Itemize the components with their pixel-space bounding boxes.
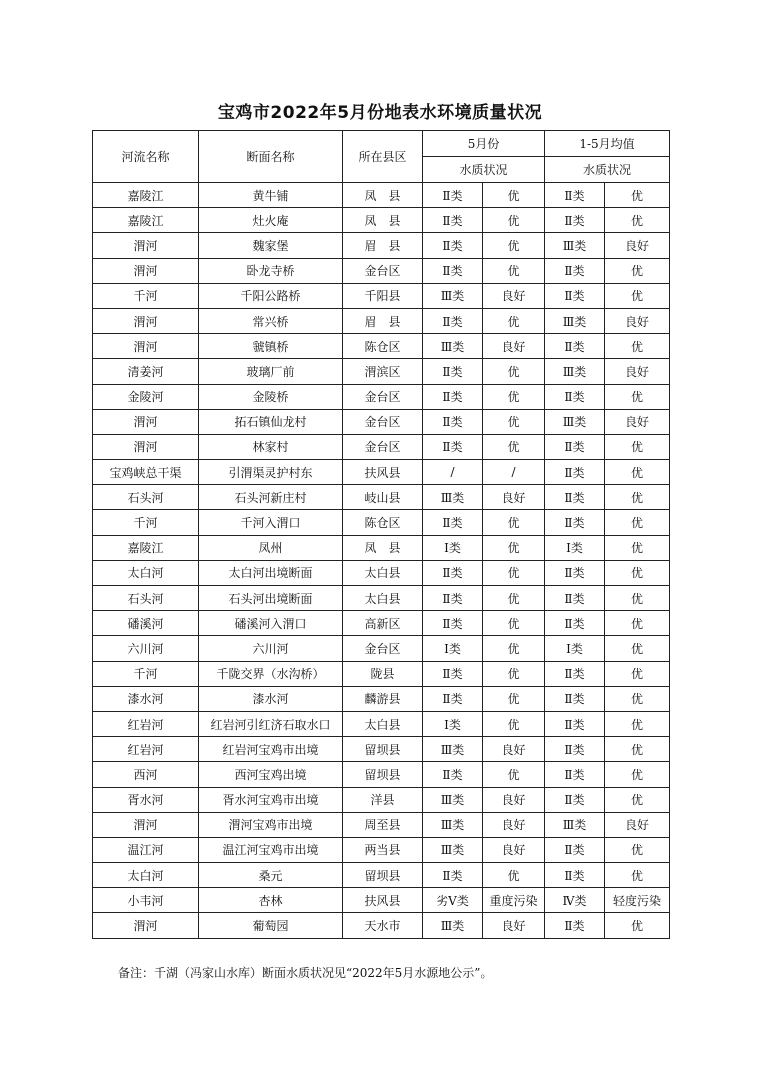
table-row	[93, 434, 670, 459]
cell-average-status: 优	[605, 208, 670, 233]
cell-section-name: 凤州	[199, 535, 343, 560]
cell-county: 金台区	[343, 409, 423, 434]
cell-county: 太白县	[343, 586, 423, 611]
cell-average-status: 优	[605, 334, 670, 359]
cell-average-status: 优	[605, 560, 670, 585]
cell-county: 眉 县	[343, 308, 423, 333]
cell-section-name: 太白河出境断面	[199, 560, 343, 585]
table-row	[93, 686, 670, 711]
cell-section-name: 玻璃厂前	[199, 359, 343, 384]
cell-county: 渭滨区	[343, 359, 423, 384]
cell-section-name: 磻溪河入渭口	[199, 611, 343, 636]
cell-may-class: Ⅲ类	[423, 334, 483, 359]
footnote: 备注：千湖（冯家山水库）断面水质状况见“2022年5月水源地公示”。	[118, 966, 493, 980]
cell-average-status: 良好	[605, 812, 670, 837]
cell-county: 洋县	[343, 787, 423, 812]
cell-may-status: 优	[483, 510, 545, 535]
cell-county: 凤 县	[343, 535, 423, 560]
table-row	[93, 586, 670, 611]
cell-section-name: 虢镇桥	[199, 334, 343, 359]
cell-average-status: 良好	[605, 308, 670, 333]
cell-river-name: 磻溪河	[93, 611, 199, 636]
table-row	[93, 510, 670, 535]
cell-may-class: Ⅱ类	[423, 409, 483, 434]
cell-river-name: 胥水河	[93, 787, 199, 812]
cell-section-name: 胥水河宝鸡市出境	[199, 787, 343, 812]
cell-average-class: Ⅳ类	[545, 888, 605, 913]
table-row	[93, 409, 670, 434]
cell-may-class: 劣Ⅴ类	[423, 888, 483, 913]
cell-may-status: 优	[483, 661, 545, 686]
cell-average-class: Ⅲ类	[545, 409, 605, 434]
cell-section-name: 桑元	[199, 863, 343, 888]
table-row	[93, 888, 670, 913]
cell-county: 留坝县	[343, 762, 423, 787]
cell-may-status: 良好	[483, 812, 545, 837]
cell-river-name: 渭河	[93, 334, 199, 359]
cell-average-class: Ⅱ类	[545, 863, 605, 888]
cell-county: 凤 县	[343, 183, 423, 208]
cell-may-status: /	[483, 460, 545, 485]
cell-river-name: 太白河	[93, 863, 199, 888]
cell-county: 陈仓区	[343, 334, 423, 359]
cell-river-name: 金陵河	[93, 384, 199, 409]
cell-average-status: 优	[605, 737, 670, 762]
cell-may-status: 优	[483, 636, 545, 661]
cell-average-status: 良好	[605, 409, 670, 434]
cell-section-name: 杏林	[199, 888, 343, 913]
table-body	[93, 183, 670, 939]
water-quality-table	[92, 130, 670, 939]
cell-section-name: 千陇交界（水沟桥）	[199, 661, 343, 686]
cell-may-status: 良好	[483, 485, 545, 510]
cell-average-class: Ⅱ类	[545, 334, 605, 359]
cell-average-class: Ⅱ类	[545, 208, 605, 233]
cell-county: 陇县	[343, 661, 423, 686]
cell-average-status: 优	[605, 913, 670, 938]
cell-river-name: 小韦河	[93, 888, 199, 913]
cell-may-class: Ⅱ类	[423, 359, 483, 384]
cell-section-name: 漆水河	[199, 686, 343, 711]
cell-section-name: 林家村	[199, 434, 343, 459]
table-row	[93, 384, 670, 409]
cell-may-class: Ⅱ类	[423, 560, 483, 585]
cell-river-name: 西河	[93, 762, 199, 787]
cell-river-name: 渭河	[93, 409, 199, 434]
cell-river-name: 渭河	[93, 308, 199, 333]
cell-river-name: 千河	[93, 283, 199, 308]
cell-average-class: Ⅲ类	[545, 233, 605, 258]
cell-may-status: 优	[483, 711, 545, 736]
cell-may-status: 良好	[483, 913, 545, 938]
cell-may-status: 优	[483, 535, 545, 560]
cell-average-class: Ⅲ类	[545, 359, 605, 384]
table-row	[93, 308, 670, 333]
table-row	[93, 711, 670, 736]
cell-average-class: Ⅱ类	[545, 762, 605, 787]
cell-may-class: Ⅱ类	[423, 762, 483, 787]
cell-county: 陈仓区	[343, 510, 423, 535]
cell-average-status: 优	[605, 661, 670, 686]
cell-average-class: Ⅱ类	[545, 586, 605, 611]
cell-river-name: 渭河	[93, 233, 199, 258]
cell-may-class: Ⅲ类	[423, 283, 483, 308]
cell-average-class: Ⅱ类	[545, 460, 605, 485]
cell-average-class: Ⅱ类	[545, 434, 605, 459]
cell-may-class: Ⅱ类	[423, 510, 483, 535]
cell-may-status: 良好	[483, 787, 545, 812]
cell-may-status: 优	[483, 434, 545, 459]
cell-average-class: Ⅲ类	[545, 812, 605, 837]
cell-section-name: 千阳公路桥	[199, 283, 343, 308]
cell-average-status: 优	[605, 384, 670, 409]
table-row	[93, 913, 670, 938]
table-row	[93, 560, 670, 585]
cell-river-name: 石头河	[93, 485, 199, 510]
cell-average-class: Ⅱ类	[545, 384, 605, 409]
cell-average-status: 优	[605, 586, 670, 611]
cell-may-status: 优	[483, 183, 545, 208]
cell-section-name: 西河宝鸡出境	[199, 762, 343, 787]
cell-may-class: Ⅲ类	[423, 737, 483, 762]
cell-river-name: 嘉陵江	[93, 208, 199, 233]
cell-river-name: 渭河	[93, 434, 199, 459]
cell-county: 麟游县	[343, 686, 423, 711]
table-row	[93, 283, 670, 308]
table-row	[93, 334, 670, 359]
header-average-quality: 水质状况	[545, 157, 670, 183]
cell-may-class: Ⅱ类	[423, 611, 483, 636]
table-row	[93, 208, 670, 233]
cell-average-status: 轻度污染	[605, 888, 670, 913]
cell-county: 金台区	[343, 434, 423, 459]
cell-county: 留坝县	[343, 737, 423, 762]
cell-section-name: 引渭渠灵护村东	[199, 460, 343, 485]
header-may: 5月份	[423, 131, 545, 157]
cell-county: 扶风县	[343, 888, 423, 913]
table-row	[93, 812, 670, 837]
cell-river-name: 千河	[93, 661, 199, 686]
cell-river-name: 宝鸡峡总干渠	[93, 460, 199, 485]
cell-may-class: Ⅱ类	[423, 661, 483, 686]
table-row	[93, 661, 670, 686]
cell-average-class: Ⅱ类	[545, 611, 605, 636]
table-row	[93, 460, 670, 485]
cell-may-status: 优	[483, 560, 545, 585]
cell-average-class: Ⅰ类	[545, 636, 605, 661]
cell-river-name: 红岩河	[93, 737, 199, 762]
cell-river-name: 温江河	[93, 837, 199, 862]
table-row	[93, 787, 670, 812]
cell-may-class: Ⅲ类	[423, 837, 483, 862]
cell-may-status: 优	[483, 308, 545, 333]
cell-average-status: 优	[605, 611, 670, 636]
cell-average-class: Ⅰ类	[545, 535, 605, 560]
cell-may-class: Ⅲ类	[423, 485, 483, 510]
cell-may-status: 良好	[483, 334, 545, 359]
cell-average-class: Ⅱ类	[545, 283, 605, 308]
table-row	[93, 737, 670, 762]
cell-river-name: 渭河	[93, 258, 199, 283]
table-row	[93, 258, 670, 283]
cell-average-class: Ⅱ类	[545, 711, 605, 736]
table-row	[93, 611, 670, 636]
cell-county: 太白县	[343, 560, 423, 585]
cell-section-name: 卧龙寺桥	[199, 258, 343, 283]
cell-average-status: 优	[605, 485, 670, 510]
cell-average-class: Ⅱ类	[545, 183, 605, 208]
cell-average-status: 优	[605, 711, 670, 736]
cell-average-class: Ⅱ类	[545, 485, 605, 510]
cell-county: 天水市	[343, 913, 423, 938]
cell-may-class: Ⅱ类	[423, 863, 483, 888]
cell-may-status: 优	[483, 686, 545, 711]
cell-average-status: 优	[605, 535, 670, 560]
table-row	[93, 837, 670, 862]
cell-section-name: 拓石镇仙龙村	[199, 409, 343, 434]
cell-river-name: 嘉陵江	[93, 535, 199, 560]
cell-river-name: 漆水河	[93, 686, 199, 711]
cell-average-class: Ⅱ类	[545, 686, 605, 711]
table-row	[93, 863, 670, 888]
cell-average-class: Ⅱ类	[545, 510, 605, 535]
cell-may-class: Ⅲ类	[423, 787, 483, 812]
cell-average-status: 优	[605, 762, 670, 787]
cell-may-class: Ⅰ类	[423, 636, 483, 661]
cell-average-class: Ⅱ类	[545, 661, 605, 686]
header-section-name: 断面名称	[199, 131, 343, 183]
cell-section-name: 黄牛铺	[199, 183, 343, 208]
cell-may-class: /	[423, 460, 483, 485]
cell-may-class: Ⅱ类	[423, 183, 483, 208]
cell-river-name: 嘉陵江	[93, 183, 199, 208]
cell-county: 周至县	[343, 812, 423, 837]
cell-may-status: 优	[483, 863, 545, 888]
page-title: 宝鸡市2022年5月份地表水环境质量状况	[217, 103, 543, 123]
cell-may-status: 良好	[483, 283, 545, 308]
cell-average-class: Ⅱ类	[545, 560, 605, 585]
cell-average-class: Ⅱ类	[545, 737, 605, 762]
cell-river-name: 渭河	[93, 812, 199, 837]
cell-county: 岐山县	[343, 485, 423, 510]
cell-may-class: Ⅱ类	[423, 586, 483, 611]
cell-section-name: 石头河出境断面	[199, 586, 343, 611]
cell-section-name: 灶火庵	[199, 208, 343, 233]
cell-section-name: 红岩河宝鸡市出境	[199, 737, 343, 762]
cell-average-class: Ⅲ类	[545, 308, 605, 333]
cell-county: 凤 县	[343, 208, 423, 233]
cell-river-name: 六川河	[93, 636, 199, 661]
cell-may-status: 良好	[483, 837, 545, 862]
cell-may-class: Ⅱ类	[423, 233, 483, 258]
cell-may-status: 优	[483, 359, 545, 384]
cell-may-status: 优	[483, 762, 545, 787]
cell-average-status: 优	[605, 258, 670, 283]
table-row	[93, 359, 670, 384]
cell-may-status: 优	[483, 586, 545, 611]
cell-section-name: 魏家堡	[199, 233, 343, 258]
table-row	[93, 485, 670, 510]
cell-may-status: 优	[483, 611, 545, 636]
cell-average-status: 良好	[605, 359, 670, 384]
cell-average-status: 优	[605, 636, 670, 661]
cell-may-status: 优	[483, 384, 545, 409]
cell-average-status: 优	[605, 686, 670, 711]
cell-may-class: Ⅱ类	[423, 308, 483, 333]
cell-average-status: 优	[605, 510, 670, 535]
cell-section-name: 温江河宝鸡市出境	[199, 837, 343, 862]
cell-average-status: 良好	[605, 233, 670, 258]
cell-may-status: 优	[483, 233, 545, 258]
cell-section-name: 金陵桥	[199, 384, 343, 409]
cell-river-name: 石头河	[93, 586, 199, 611]
cell-may-class: Ⅱ类	[423, 686, 483, 711]
cell-section-name: 渭河宝鸡市出境	[199, 812, 343, 837]
cell-average-status: 优	[605, 837, 670, 862]
table-row	[93, 636, 670, 661]
cell-may-class: Ⅲ类	[423, 913, 483, 938]
cell-county: 留坝县	[343, 863, 423, 888]
cell-average-status: 优	[605, 787, 670, 812]
cell-county: 金台区	[343, 258, 423, 283]
cell-may-class: Ⅱ类	[423, 258, 483, 283]
header-river-name: 河流名称	[93, 131, 199, 183]
cell-county: 两当县	[343, 837, 423, 862]
header-jan-may-average: 1-5月均值	[545, 131, 670, 157]
header-may-quality: 水质状况	[423, 157, 545, 183]
cell-section-name: 六川河	[199, 636, 343, 661]
cell-river-name: 红岩河	[93, 711, 199, 736]
cell-section-name: 红岩河引红济石取水口	[199, 711, 343, 736]
cell-river-name: 清姜河	[93, 359, 199, 384]
cell-average-status: 优	[605, 863, 670, 888]
cell-county: 扶风县	[343, 460, 423, 485]
header-county: 所在县区	[343, 131, 423, 183]
cell-average-status: 优	[605, 183, 670, 208]
table-row	[93, 535, 670, 560]
cell-may-status: 重度污染	[483, 888, 545, 913]
cell-may-class: Ⅲ类	[423, 812, 483, 837]
cell-river-name: 千河	[93, 510, 199, 535]
cell-county: 金台区	[343, 636, 423, 661]
cell-average-status: 优	[605, 283, 670, 308]
cell-section-name: 千河入渭口	[199, 510, 343, 535]
cell-may-status: 良好	[483, 737, 545, 762]
cell-average-class: Ⅱ类	[545, 913, 605, 938]
cell-may-status: 优	[483, 208, 545, 233]
cell-may-class: Ⅱ类	[423, 208, 483, 233]
cell-county: 眉 县	[343, 233, 423, 258]
cell-county: 太白县	[343, 711, 423, 736]
cell-river-name: 太白河	[93, 560, 199, 585]
cell-average-class: Ⅱ类	[545, 837, 605, 862]
cell-river-name: 渭河	[93, 913, 199, 938]
cell-county: 金台区	[343, 384, 423, 409]
cell-county: 高新区	[343, 611, 423, 636]
cell-section-name: 常兴桥	[199, 308, 343, 333]
cell-may-class: Ⅰ类	[423, 535, 483, 560]
table-row	[93, 183, 670, 208]
cell-section-name: 葡萄园	[199, 913, 343, 938]
cell-may-status: 优	[483, 258, 545, 283]
cell-may-class: Ⅱ类	[423, 434, 483, 459]
cell-county: 千阳县	[343, 283, 423, 308]
cell-may-class: Ⅱ类	[423, 384, 483, 409]
table-row	[93, 762, 670, 787]
cell-average-status: 优	[605, 460, 670, 485]
cell-average-status: 优	[605, 434, 670, 459]
cell-may-status: 优	[483, 409, 545, 434]
cell-section-name: 石头河新庄村	[199, 485, 343, 510]
cell-average-class: Ⅱ类	[545, 258, 605, 283]
table-row	[93, 233, 670, 258]
cell-may-class: Ⅰ类	[423, 711, 483, 736]
cell-average-class: Ⅱ类	[545, 787, 605, 812]
